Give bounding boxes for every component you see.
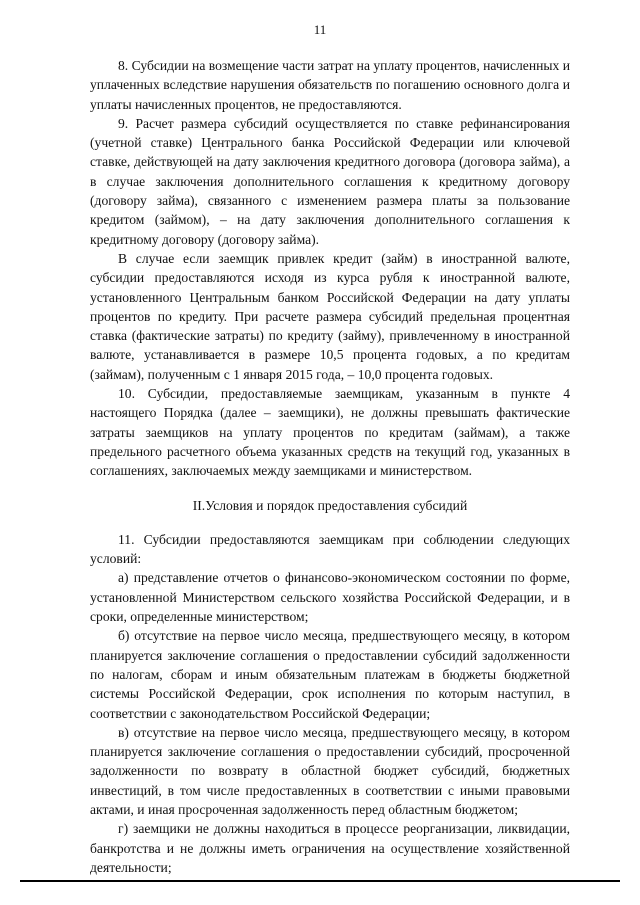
condition-g: г) заемщики не должны находиться в процессе реорганизации, ликвидации, банкротства и не должны иметь ограничения на осуществление хозяйственной деятельности; [90,821,570,875]
section-title: II.Условия и порядок предоставления субсидий [192,497,468,513]
condition-b: б) отсутствие на первое число месяца, предшествующего месяцу, в котором планируется заключение соглашения о предоставлении субсидий задолженности по налогам, сборам и иным обязательным платежам в бюджеты бюджетной системы Российской Федерации, срок исполнения по которым наступил, в соответствии с законодательством Российской Федерации; [90,628,570,721]
paragraph-11: 11. Субсидии предоставляются заемщикам при соблюдении следующих условий: [90,531,570,567]
paragraph-foreign-currency: В случае если заемщик привлек кредит (займ) в иностранной валюте, субсидии предоставляются исходя из курса рубля к иностранной валюте, установленного Центральным банком Российской Федерации на дату уплаты процентов по кредиту. При расчете размера субсидий предельная процентная ставка (фактические затраты) по кредиту (займу), привлеченному в иностранной валюте, устанавливается в размере 10,5 процента годовых, а по кредитам (займам), полученным с 1 января 2015 года, – 10,0 процента годовых. [90,250,570,382]
paragraph-10: 10. Субсидии, предоставляемые заемщикам, указанным в пункте 4 настоящего Порядка (далее – заемщики), не должны превышать фактические затраты заемщиков на уплату процентов по кредитам (займам), а также предельного расчетного объема указанных средств на текущий год, указанных в соглашениях, заключаемых между заемщиками и министерством. [90,386,570,479]
paragraph-9: 9. Расчет размера субсидий осуществляется по ставке рефинансирования (учетной ставке) Центрального банка Российской Федерации или ключевой ставке, действующей на дату заключения кредитного договора (договора займа), а в случае заключения дополнительного соглашения к кредитному договору (договору займа), связанного с изменением размера платы за пользование кредитом (займом), – на дату заключения дополнительного соглашения к кредитному договору (договору займа). [90,115,570,247]
condition-a: а) представление отчетов о финансово-экономическом состоянии по форме, установленной Министерством сельского хозяйства Российской Федерации, и в сроки, определенные министерством; [90,570,570,625]
condition-v: в) отсутствие на первое число месяца, предшествующего месяцу, в котором планируется заключение соглашения о предоставлении субсидий, просроченной задолженности по возврату в областной бюджет субсидий, бюджетных инвестиций, в том числе предоставленных в соответствии с иными правовыми актами, и иная просроченная задолженность перед областным бюджетом; [90,724,570,817]
bottom-rule [20,880,620,882]
paragraph-8: 8. Субсидии на возмещение части затрат на уплату процентов, начисленных и уплаченных вследствие нарушения обязательств по погашению основного долга и уплаты начисленных процентов, не предоставляются. [90,58,570,112]
document-body [90,56,570,877]
page-number: 11 [313,22,327,37]
